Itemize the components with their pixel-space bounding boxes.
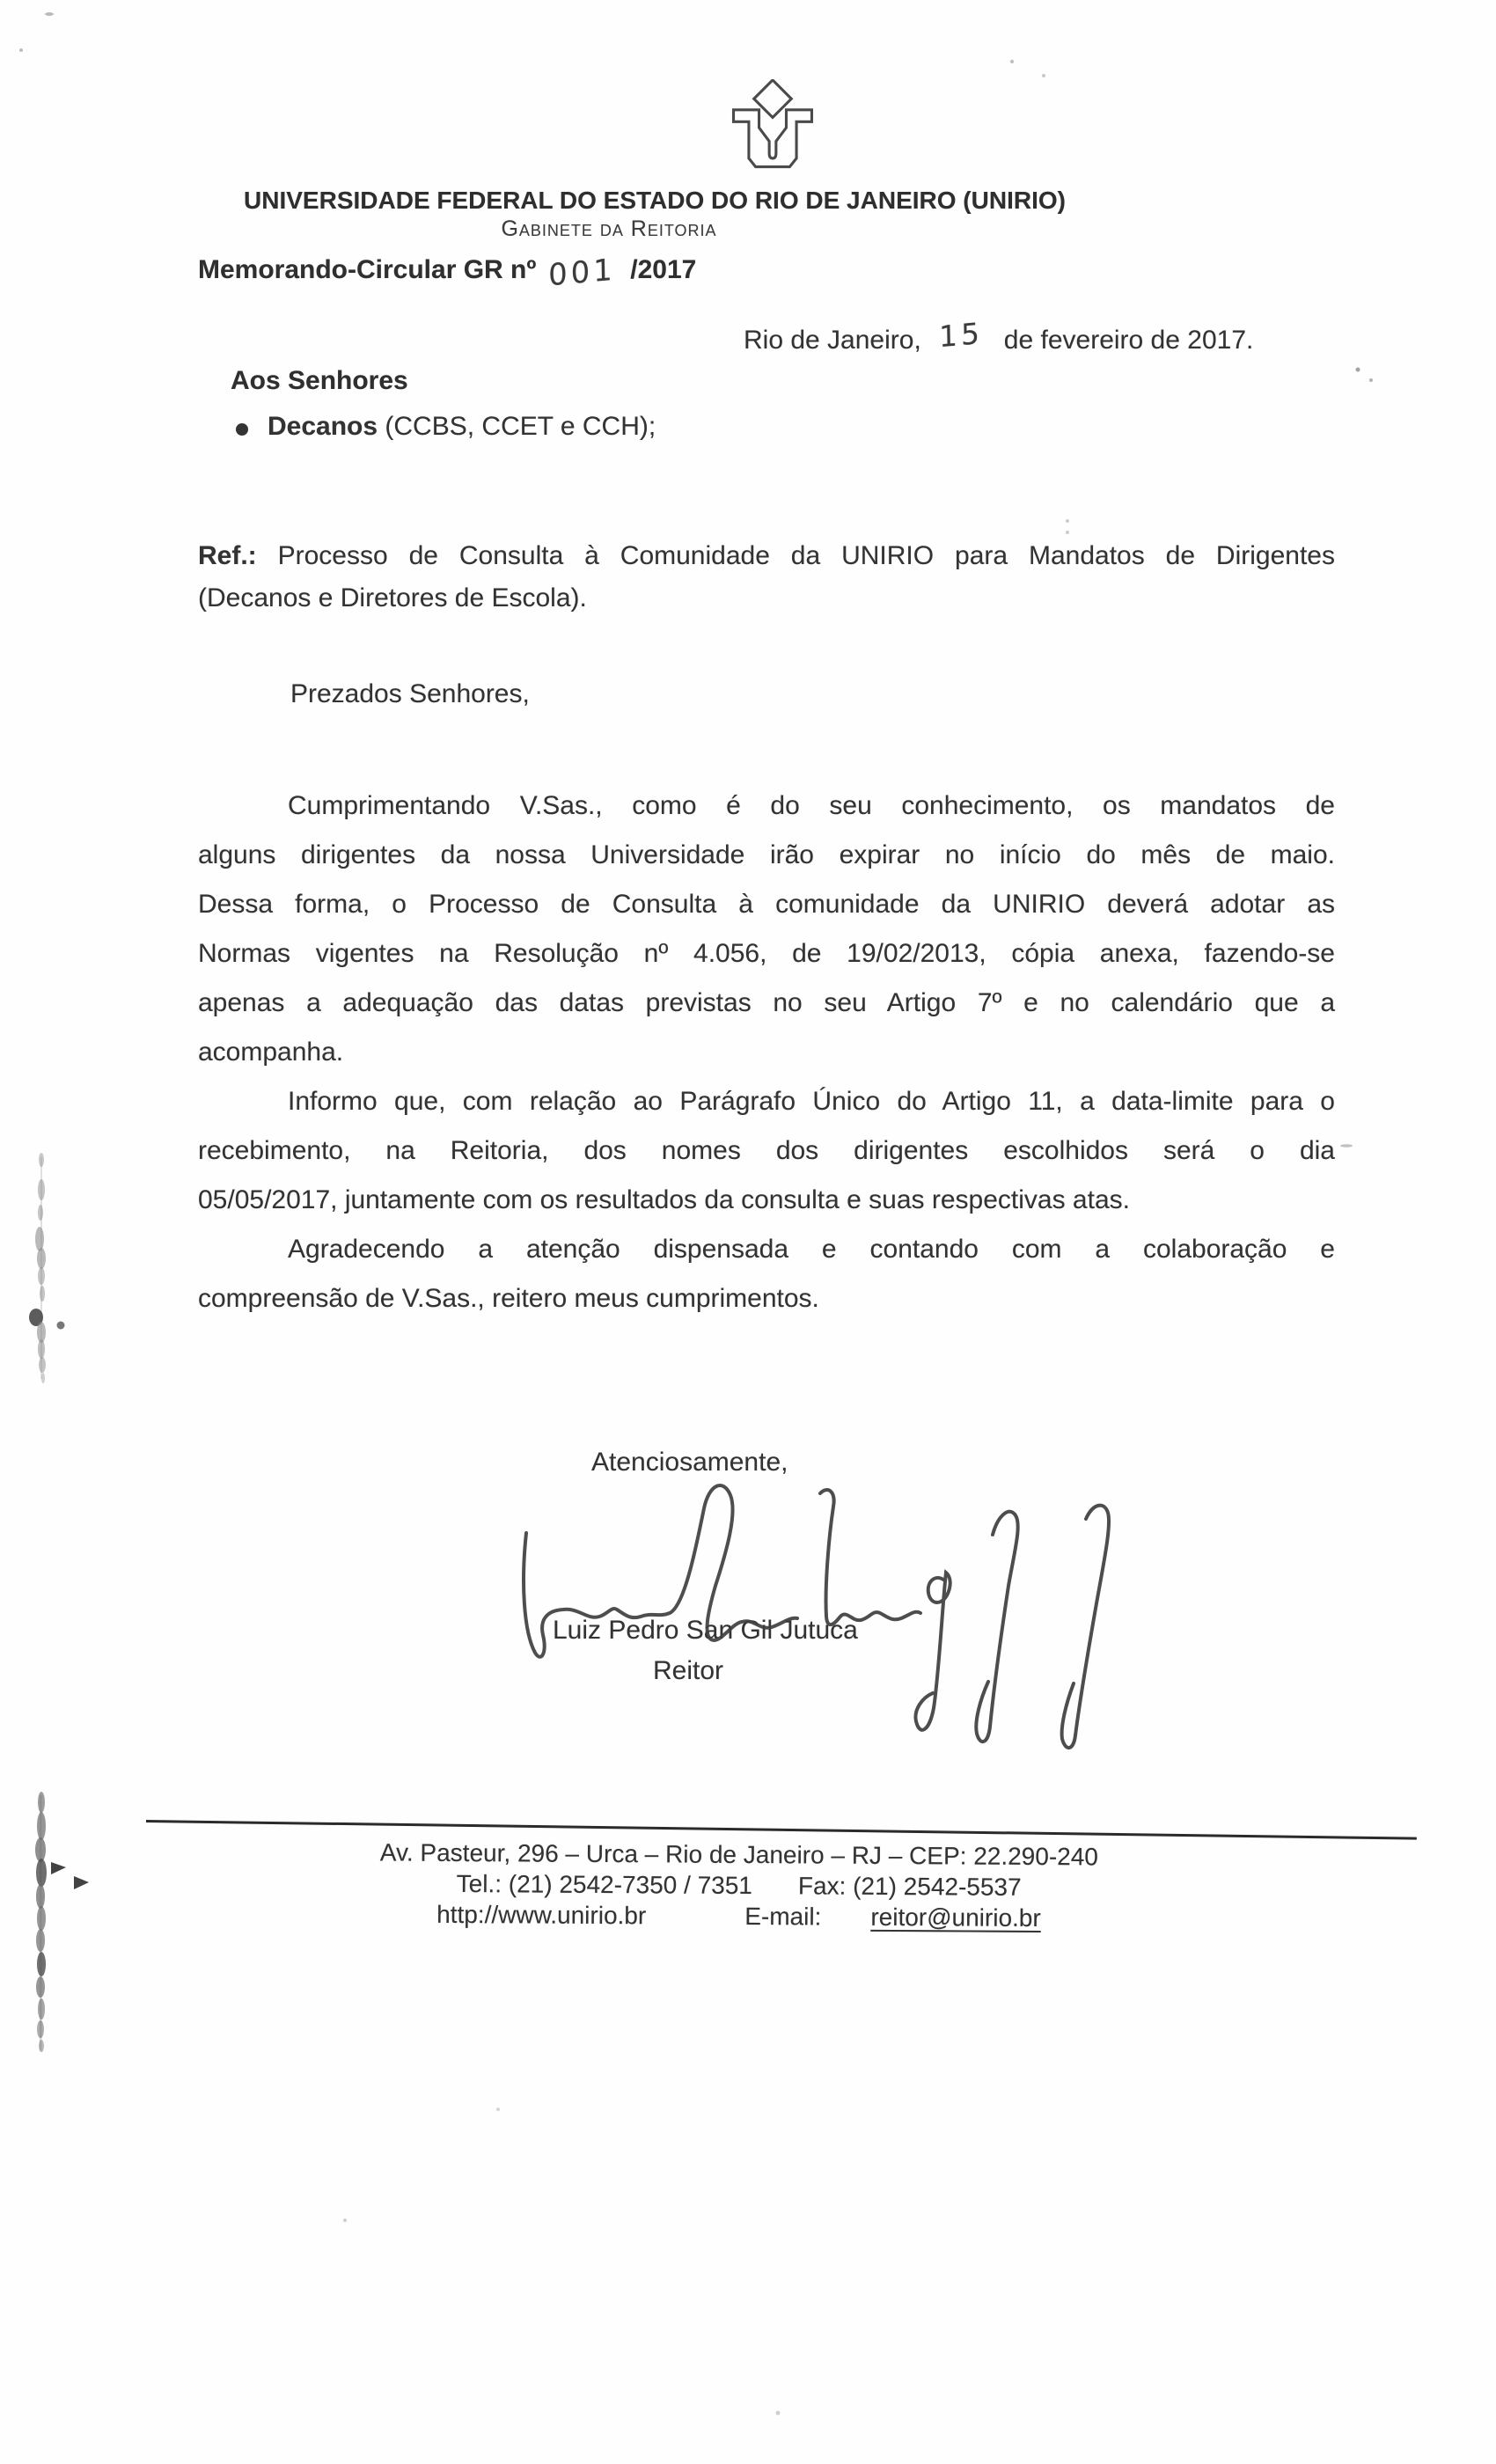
recipients-heading: Aos Senhores <box>231 366 408 395</box>
body-line: Informo que, com relação ao Parágrafo Único do Artigo 11, a data-limite para o <box>288 1087 1335 1116</box>
recipient-bold: Decanos <box>268 412 378 441</box>
bullet-icon <box>236 423 248 436</box>
footer-address: Av. Pasteur, 296 – Urca – Rio de Janeiro – RJ – CEP: 22.290-240 <box>379 1838 1099 1871</box>
reference-line1-text: Processo de Consulta à Comunidade da UNIRIO para Mandatos de Dirigentes <box>256 541 1335 570</box>
letter-body <box>198 781 1335 1324</box>
body-line: compreensão de V.Sas., reitero meus cumprimentos. <box>198 1284 819 1313</box>
reference-block <box>198 535 1335 620</box>
body-line: Dessa forma, o Processo de Consulta à comunidade da UNIRIO deverá adotar as <box>198 890 1335 919</box>
signer-title: Reitor <box>653 1656 724 1685</box>
memo-label: Memorando-Circular GR nº <box>198 255 537 284</box>
footer-email-link[interactable]: reitor@unirio.br <box>870 1903 1041 1932</box>
salutation: Prezados Senhores, <box>290 679 530 708</box>
recipient-item <box>236 412 656 442</box>
body-line: acompanha. <box>198 1038 344 1067</box>
memo-number-handwritten: 001 <box>548 252 617 294</box>
recipient-text <box>268 412 656 442</box>
body-line: Agradecendo a atenção dispensada e contando com a colaboração e <box>288 1235 1335 1264</box>
date-day-handwritten: 15 <box>938 315 984 355</box>
university-name: UNIVERSIDADE FEDERAL DO ESTADO DO RIO DE JANEIRO (UNIRIO) <box>244 187 1066 214</box>
footer-email-label: E-mail: <box>744 1902 822 1931</box>
office-name: Gabinete da Reitoria <box>501 216 717 241</box>
recipient-rest: (CCBS, CCET e CCH); <box>378 412 656 441</box>
unirio-logo <box>722 79 824 181</box>
body-line: alguns dirigentes da nossa Universidade irão expirar no início do mês de maio. <box>198 840 1335 869</box>
reference-line-1 <box>198 535 1335 577</box>
body-line: Normas vigentes na Resolução nº 4.056, de 19/02/2013, cópia anexa, fazendo-se <box>198 939 1335 968</box>
body-line: apenas a adequação das datas previstas no seu Artigo 7º e no calendário que a <box>198 988 1335 1017</box>
footer-website: http://www.unirio.br <box>436 1900 647 1930</box>
reference-label: Ref.: <box>198 541 257 570</box>
footer-fax: Fax: (21) 2542-5537 <box>797 1872 1022 1901</box>
signer-name: Luiz Pedro San Gil Jutuca <box>553 1616 858 1645</box>
body-line: recebimento, na Reitoria, dos nomes dos dirigentes escolhidos será o dia <box>198 1136 1335 1165</box>
date-rest: de fevereiro de 2017. <box>1003 326 1254 355</box>
date-city: Rio de Janeiro, <box>744 326 921 355</box>
scan-smudge-left-middle <box>29 1153 65 1383</box>
body-line: 05/05/2017, juntamente com os resultados da consulta e suas respectivas atas. <box>198 1185 1130 1214</box>
footer-tel: Tel.: (21) 2542-7350 / 7351 <box>456 1869 753 1900</box>
date-line <box>744 315 1254 360</box>
valediction: Atenciosamente, <box>591 1448 788 1477</box>
memo-year: /2017 <box>630 255 697 284</box>
reference-line-2: (Decanos e Diretores de Escola). <box>198 583 587 612</box>
memo-number-line <box>198 252 697 294</box>
footer-block <box>0 1835 1478 1936</box>
body-line: Cumprimentando V.Sas., como é do seu conhecimento, os mandatos de <box>288 791 1335 820</box>
